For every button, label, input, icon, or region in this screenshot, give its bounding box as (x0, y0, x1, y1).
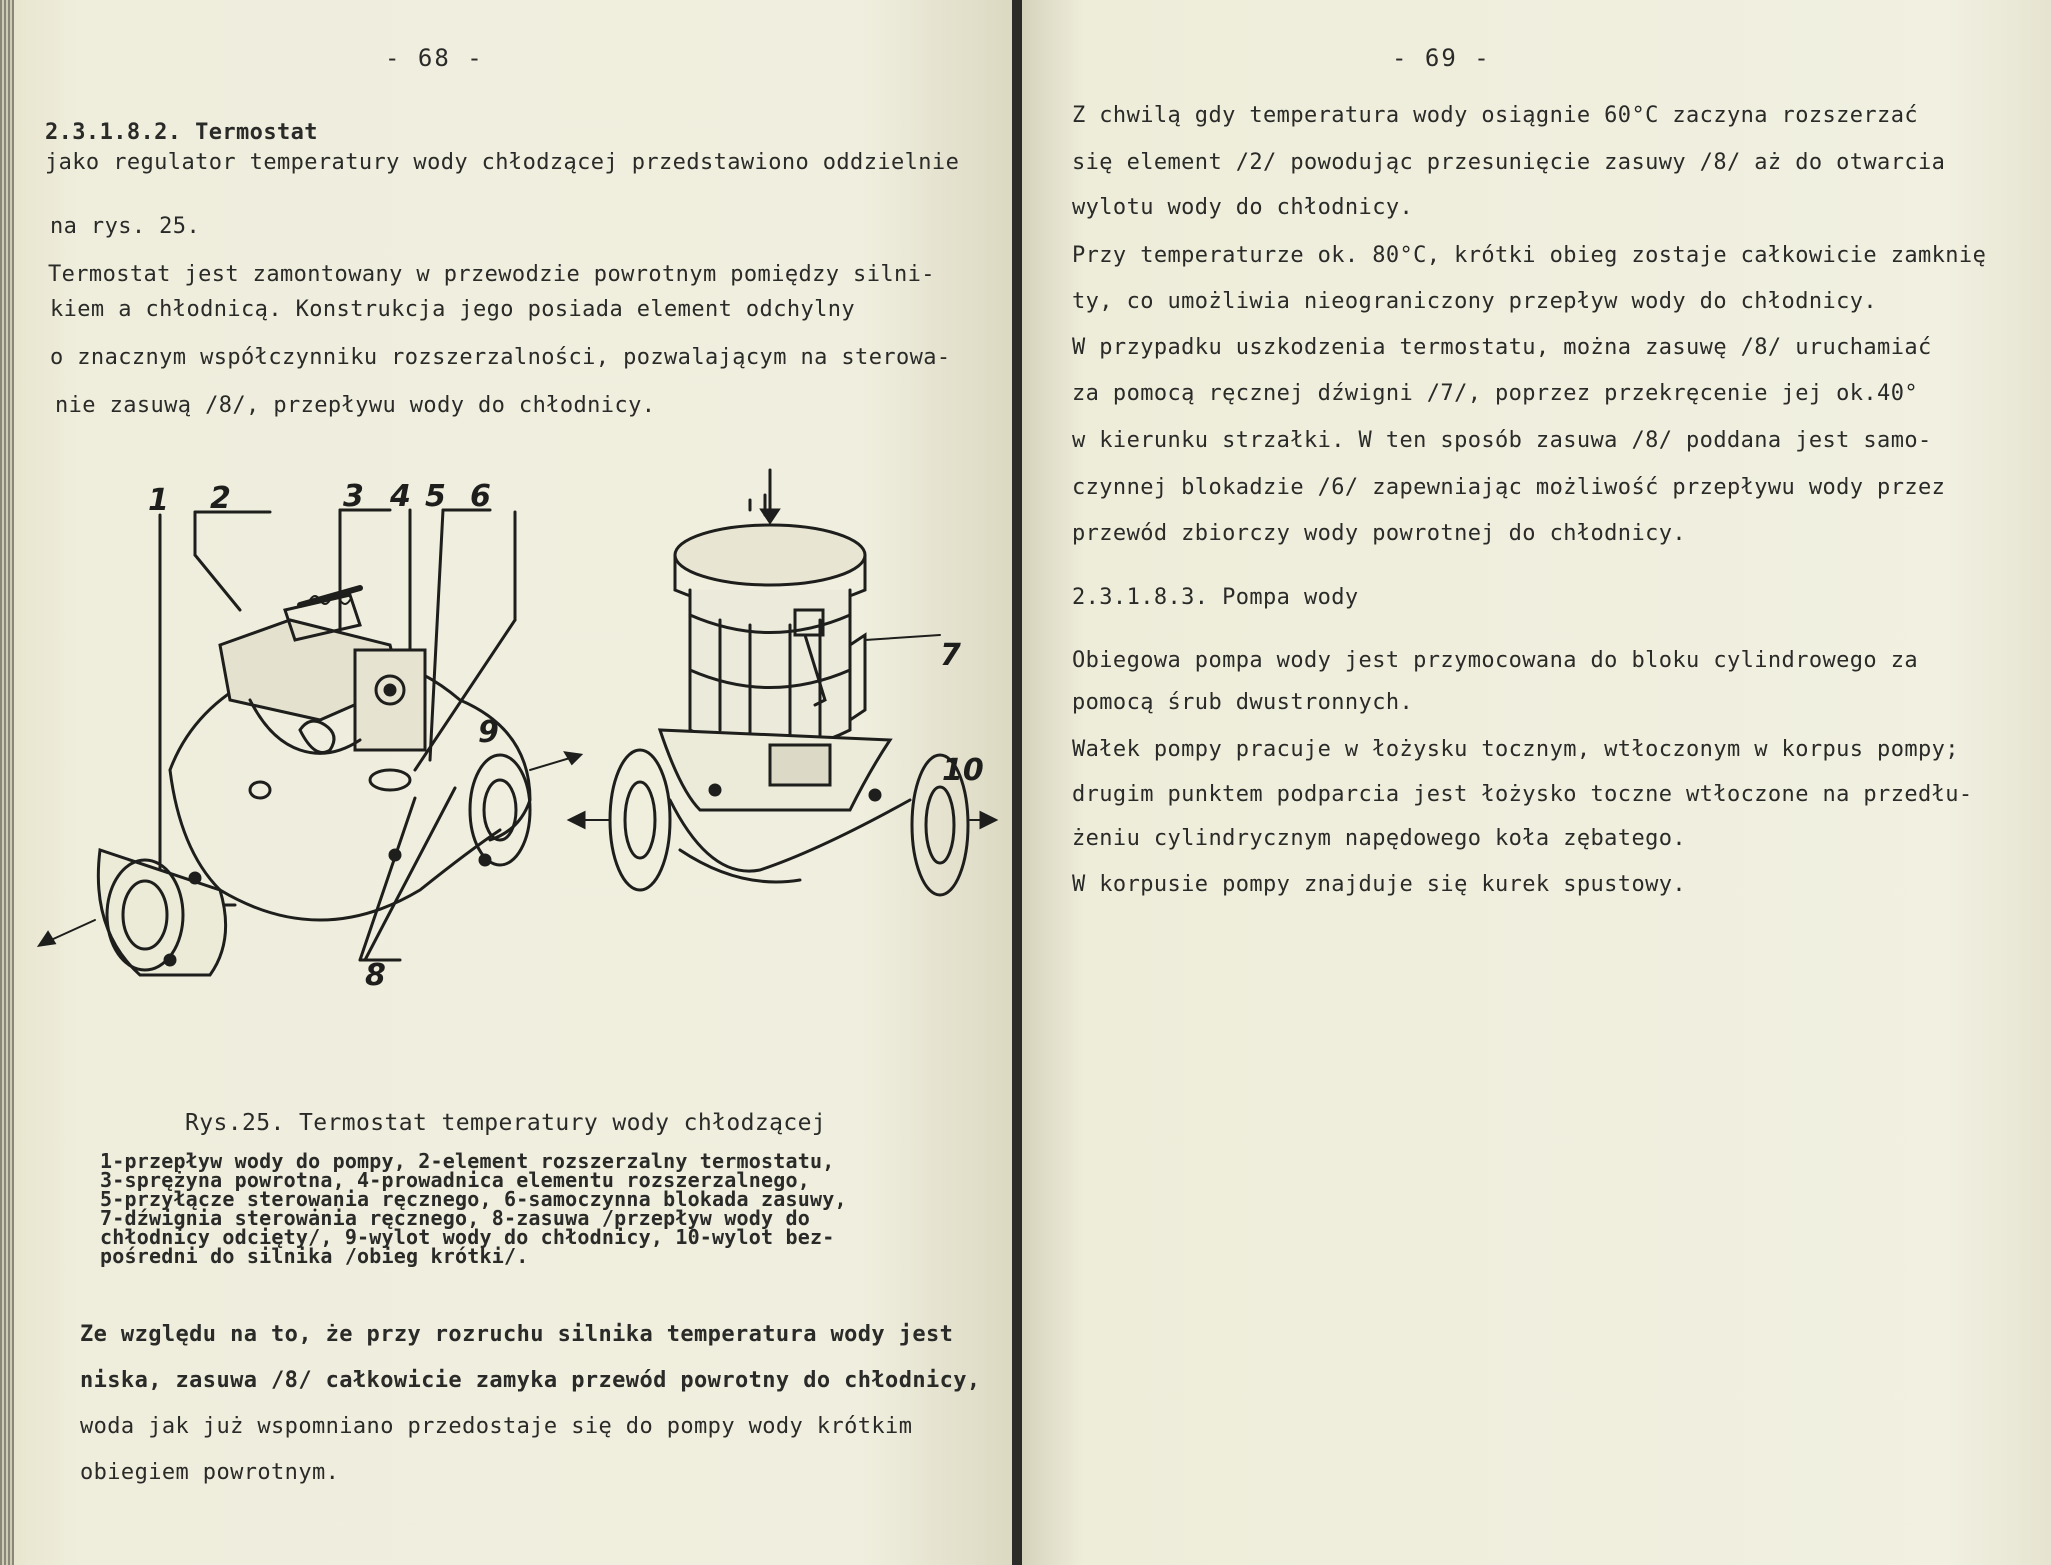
text-line: na rys. 25. (50, 214, 201, 239)
legend-line: chłodnicy odcięty/, 9-wylot wody do chłodnicy, 10-wylot bez- (100, 1225, 835, 1249)
text-line: wylotu wody do chłodnicy. (1072, 195, 1414, 220)
text-line: się element /2/ powodując przesunięcie zasuwy /8/ aż do otwarcia (1072, 150, 1946, 175)
page-stack-edge (0, 0, 14, 1565)
text-line: nie zasuwą /8/, przepływu wody do chłodnicy. (55, 393, 656, 418)
callout-8: 8 (365, 958, 386, 993)
legend-line: 3-sprężyna powrotna, 4-prowadnica elementu rozszerzalnego, (100, 1168, 810, 1192)
legend-line: 1-przepływ wody do pompy, 2-element rozszerzalny termostatu, (100, 1149, 835, 1173)
text-line: o znacznym współczynniku rozszerzalności, pozwalającym na sterowa- (50, 345, 951, 370)
text-line: kiem a chłodnicą. Konstrukcja jego posiada element odchylny (50, 297, 856, 322)
right-page (1022, 0, 2051, 1565)
text-line: Obiegowa pompa wody jest przymocowana do bloku cylindrowego za (1072, 648, 1918, 673)
text-line: Przy temperaturze ok. 80°C, krótki obieg zostaje całkowicie zamknię (1072, 243, 1987, 268)
text-line: Wałek pompy pracuje w łożysku tocznym, wtłoczonym w korpus pompy; (1072, 737, 1959, 762)
text-line: pomocą śrub dwustronnych. (1072, 690, 1414, 715)
text-line: w kierunku strzałki. W ten sposób zasuwa /8/ poddana jest samo- (1072, 428, 1932, 453)
callout-7: 7 (940, 638, 961, 673)
text-line: drugim punktem podparcia jest łożysko toczne wtłoczone na przedłu- (1072, 782, 1973, 807)
page-number: - 68 - (385, 44, 484, 72)
text-line: niska, zasuwa /8/ całkowicie zamyka przewód powrotny do chłodnicy, (80, 1368, 981, 1393)
text-line: W korpusie pompy znajduje się kurek spustowy. (1072, 872, 1687, 897)
legend-line: 7-dźwignia sterowania ręcznego, 8-zasuwa /przepływ wody do (100, 1206, 810, 1230)
callout-5: 5 (425, 479, 446, 514)
text-line: jako regulator temperatury wody chłodzącej przedstawiono oddzielnie (45, 150, 960, 175)
callout-2: 2 (210, 481, 231, 516)
left-page (0, 0, 1012, 1565)
figure-caption-title: Rys.25. Termostat temperatury wody chłodzącej (185, 1110, 827, 1136)
text-line: Z chwilą gdy temperatura wody osiągnie 60°C zaczyna rozszerzać (1072, 103, 1918, 128)
section-heading: 2.3.1.8.2. Termostat (45, 120, 318, 145)
text-line: ty, co umożliwia nieograniczony przepływ wody do chłodnicy. (1072, 289, 1878, 314)
callout-3: 3 (343, 479, 364, 514)
callout-9: 9 (478, 715, 499, 750)
callout-1: 1 (148, 483, 169, 518)
section-heading: 2.3.1.8.3. Pompa wody (1072, 585, 1359, 610)
text-line: za pomocą ręcznej dźwigni /7/, poprzez przekręcenie jej ok.40° (1072, 381, 1918, 406)
legend-line: 5-przyłącze sterowania ręcznego, 6-samoczynna blokada zasuwy, (100, 1187, 847, 1211)
callout-4: 4 (390, 479, 411, 514)
text-line: woda jak już wspomniano przedostaje się do pompy wody krótkim (80, 1414, 913, 1439)
callout-6: 6 (470, 479, 491, 514)
thermostat-figure (60, 470, 984, 1010)
legend-line: pośredni do silnika /obieg krótki/. (100, 1244, 529, 1268)
text-line: Termostat jest zamontowany w przewodzie powrotnym pomiędzy silni- (48, 262, 935, 287)
text-line: W przypadku uszkodzenia termostatu, można zasuwę /8/ uruchamiać (1072, 335, 1932, 360)
text-line: czynnej blokadzie /6/ zapewniając możliwość przepływu wody przez (1072, 475, 1946, 500)
page-number: - 69 - (1392, 44, 1491, 72)
callout-10: 10 (942, 753, 984, 788)
text-line: przewód zbiorczy wody powrotnej do chłodnicy. (1072, 521, 1687, 546)
text-line: żeniu cylindrycznym napędowego koła zębatego. (1072, 826, 1687, 851)
text-line: Ze względu na to, że przy rozruchu silnika temperatura wody jest (80, 1322, 954, 1347)
book-gutter (1012, 0, 1022, 1565)
text-line: obiegiem powrotnym. (80, 1460, 340, 1485)
